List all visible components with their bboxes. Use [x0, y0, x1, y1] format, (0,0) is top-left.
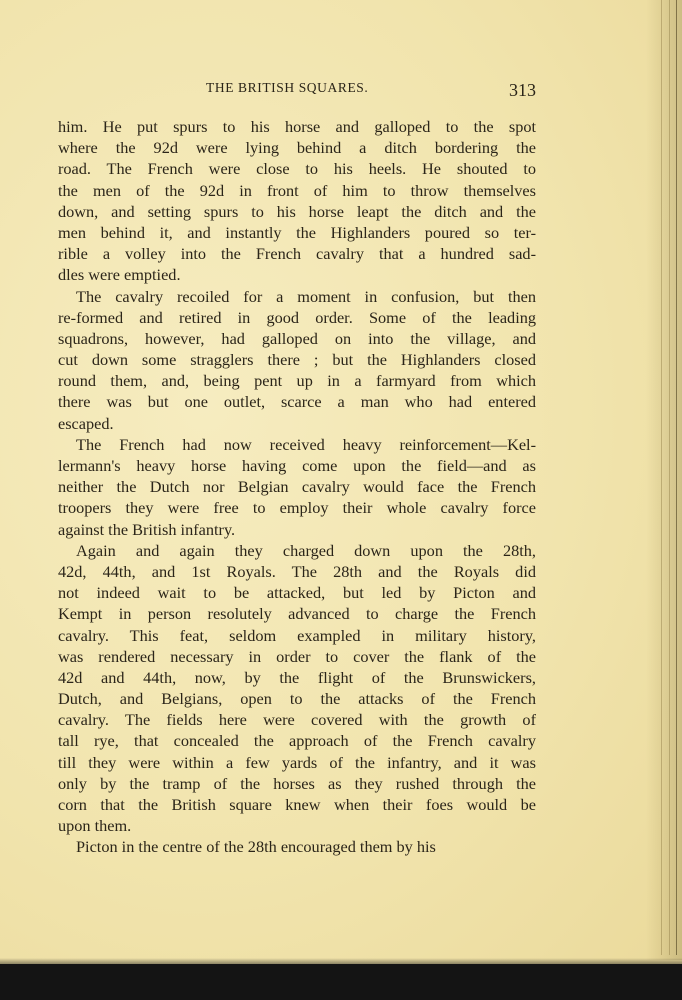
text-line: only by the tramp of the horses as they rushed through the: [58, 773, 536, 793]
text-line: tall rye, that concealed the approach of the French cavalry: [58, 731, 536, 751]
running-head-title: THE BRITISH SQUARES.: [206, 80, 369, 95]
paragraph-first-line: Again and again they charged down upon the 28th,: [76, 540, 536, 560]
text-line: 42d, 44th, and 1st Royals. The 28th and the Royals did: [58, 561, 536, 581]
text-line: where the 92d were lying behind a ditch bordering the: [58, 138, 536, 158]
text-line: cut down some stragglers there ; but the Highlanders closed: [58, 350, 536, 370]
text-line: Kempt in person resolutely advanced to charge the French: [58, 604, 536, 624]
text-line: cavalry. The fields here were covered with the growth of: [58, 710, 536, 730]
page-number: 313: [509, 80, 536, 100]
text-line: road. The French were close to his heels. He shouted to: [58, 159, 536, 179]
running-head: [58, 80, 536, 104]
page-edge-line: [669, 0, 670, 955]
text-line: till they were within a few yards of the infantry, and it was: [58, 752, 536, 772]
text-line: not indeed wait to be attacked, but led by Picton and: [58, 583, 536, 603]
text-line: against the British infantry.: [58, 519, 236, 539]
text-line: lermann's heavy horse having come upon the field—and as: [58, 456, 536, 475]
text-line: rible a volley into the French cavalry that a hundred sad-: [58, 244, 536, 264]
text-line: men behind it, and instantly the Highlanders poured so ter-: [58, 222, 536, 242]
paragraph-first-line: The cavalry recoiled for a moment in confusion, but then: [76, 286, 536, 306]
text-line: was rendered necessary in order to cover the flank of the: [58, 646, 536, 666]
paragraph-first-line: Picton in the centre of the 28th encouraged them by his: [76, 837, 436, 857]
text-line: re-formed and retired in good order. Some of the leading: [58, 307, 536, 327]
page-edge-line: [661, 0, 662, 955]
page-edge-line: [676, 0, 677, 955]
text-line: squadrons, however, had galloped on into the village, and: [58, 328, 536, 348]
text-line: round them, and, being pent up in a farmyard from which: [58, 371, 536, 391]
text-line: 42d and 44th, now, by the flight of the Brunswickers,: [58, 667, 536, 687]
text-line: him. He put spurs to his horse and galloped to the spot: [58, 117, 536, 136]
scan-bottom-border: [0, 964, 682, 1000]
text-line: upon them.: [58, 816, 132, 836]
text-line: the men of the 92d in front of him to throw themselves: [58, 180, 536, 200]
text-line: escaped.: [58, 413, 114, 433]
text-line: cavalry. This feat, seldom exampled in military history,: [58, 625, 536, 645]
text-line: down, and setting spurs to his horse leapt the ditch and the: [58, 201, 536, 221]
text-line: dles were emptied.: [58, 265, 181, 285]
body-text: [58, 116, 536, 858]
paragraph-first-line: The French had now received heavy reinforcement—Kel-: [76, 434, 536, 454]
text-line: neither the Dutch nor Belgian cavalry would face the French: [58, 477, 536, 497]
text-line: troopers they were free to employ their whole cavalry force: [58, 498, 536, 518]
text-line: there was but one outlet, scarce a man who had entered: [58, 392, 536, 412]
text-line: corn that the British square knew when their foes would be: [58, 795, 536, 814]
text-line: Dutch, and Belgians, open to the attacks of the French: [58, 689, 536, 709]
